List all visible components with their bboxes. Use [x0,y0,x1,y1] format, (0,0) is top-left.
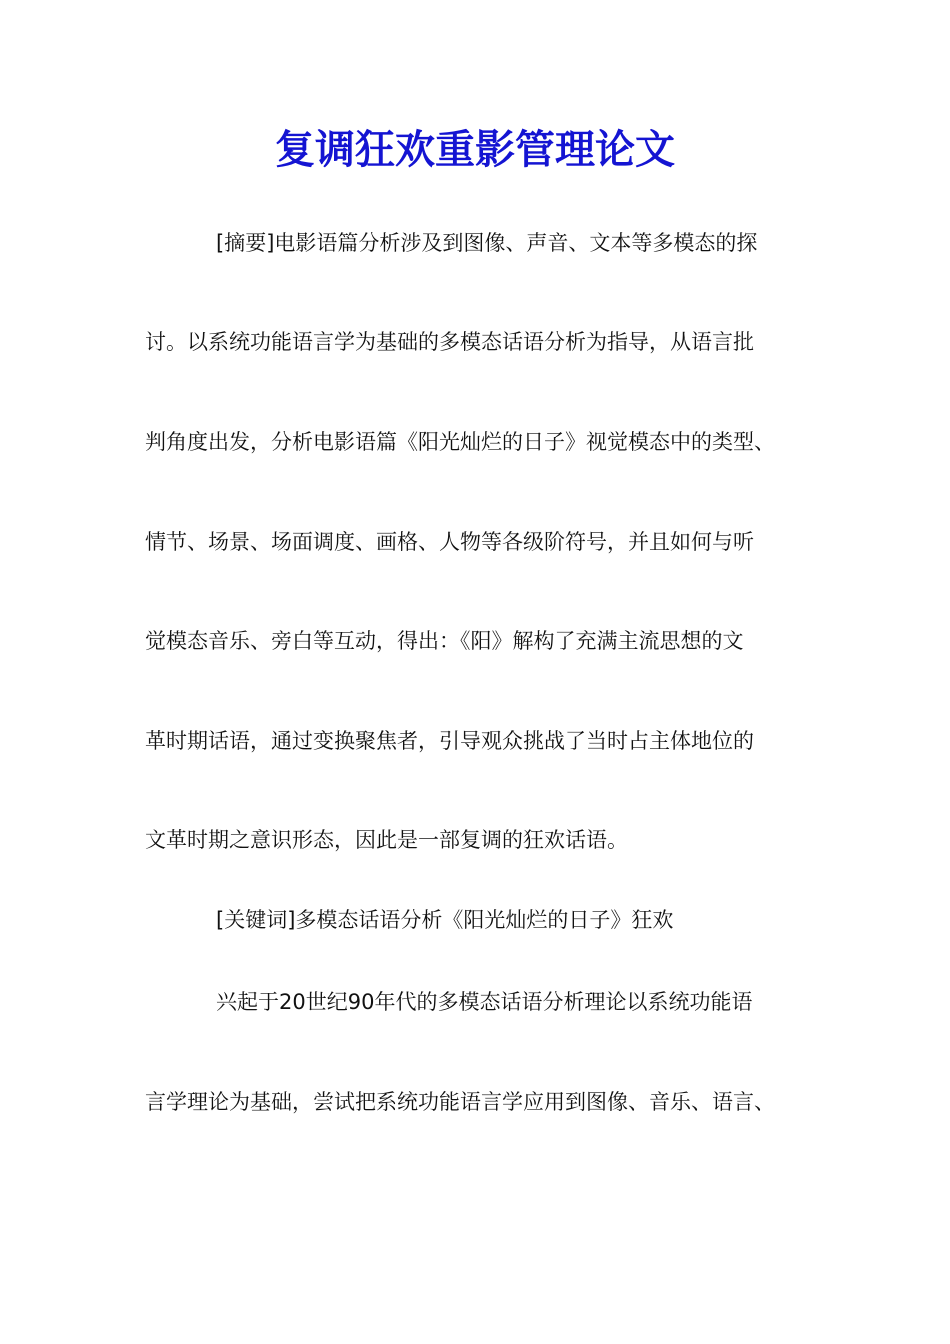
document-title: 复调狂欢重影管理论文 [275,126,675,173]
abstract-line-6: 革时期话语，通过变换聚焦者，引导观众挑战了当时占主体地位的 [145,729,754,753]
abstract-line-1: [摘要]电影语篇分析涉及到图像、声音、文本等多模态的探 [216,231,758,255]
abstract-line-5: 觉模态音乐、旁白等互动，得出：《阳》解构了充满主流思想的文 [145,629,744,653]
body-line-1: 兴起于20世纪90年代的多模态话语分析理论以系统功能语 [216,990,753,1014]
abstract-line-2: 讨。以系统功能语言学为基础的多模态话语分析为指导，从语言批 [145,330,754,354]
abstract-line-7: 文革时期之意识形态，因此是一部复调的狂欢话语。 [145,828,628,852]
keywords-line: [关键词]多模态话语分析《阳光灿烂的日子》狂欢 [216,908,674,932]
abstract-line-3: 判角度出发，分析电影语篇《阳光灿烂的日子》视觉模态中的类型、 [145,430,775,454]
body-line-2: 言学理论为基础，尝试把系统功能语言学应用到图像、音乐、语言、 [145,1090,775,1114]
abstract-line-4: 情节、场景、场面调度、画格、人物等各级阶符号，并且如何与听 [145,530,754,554]
